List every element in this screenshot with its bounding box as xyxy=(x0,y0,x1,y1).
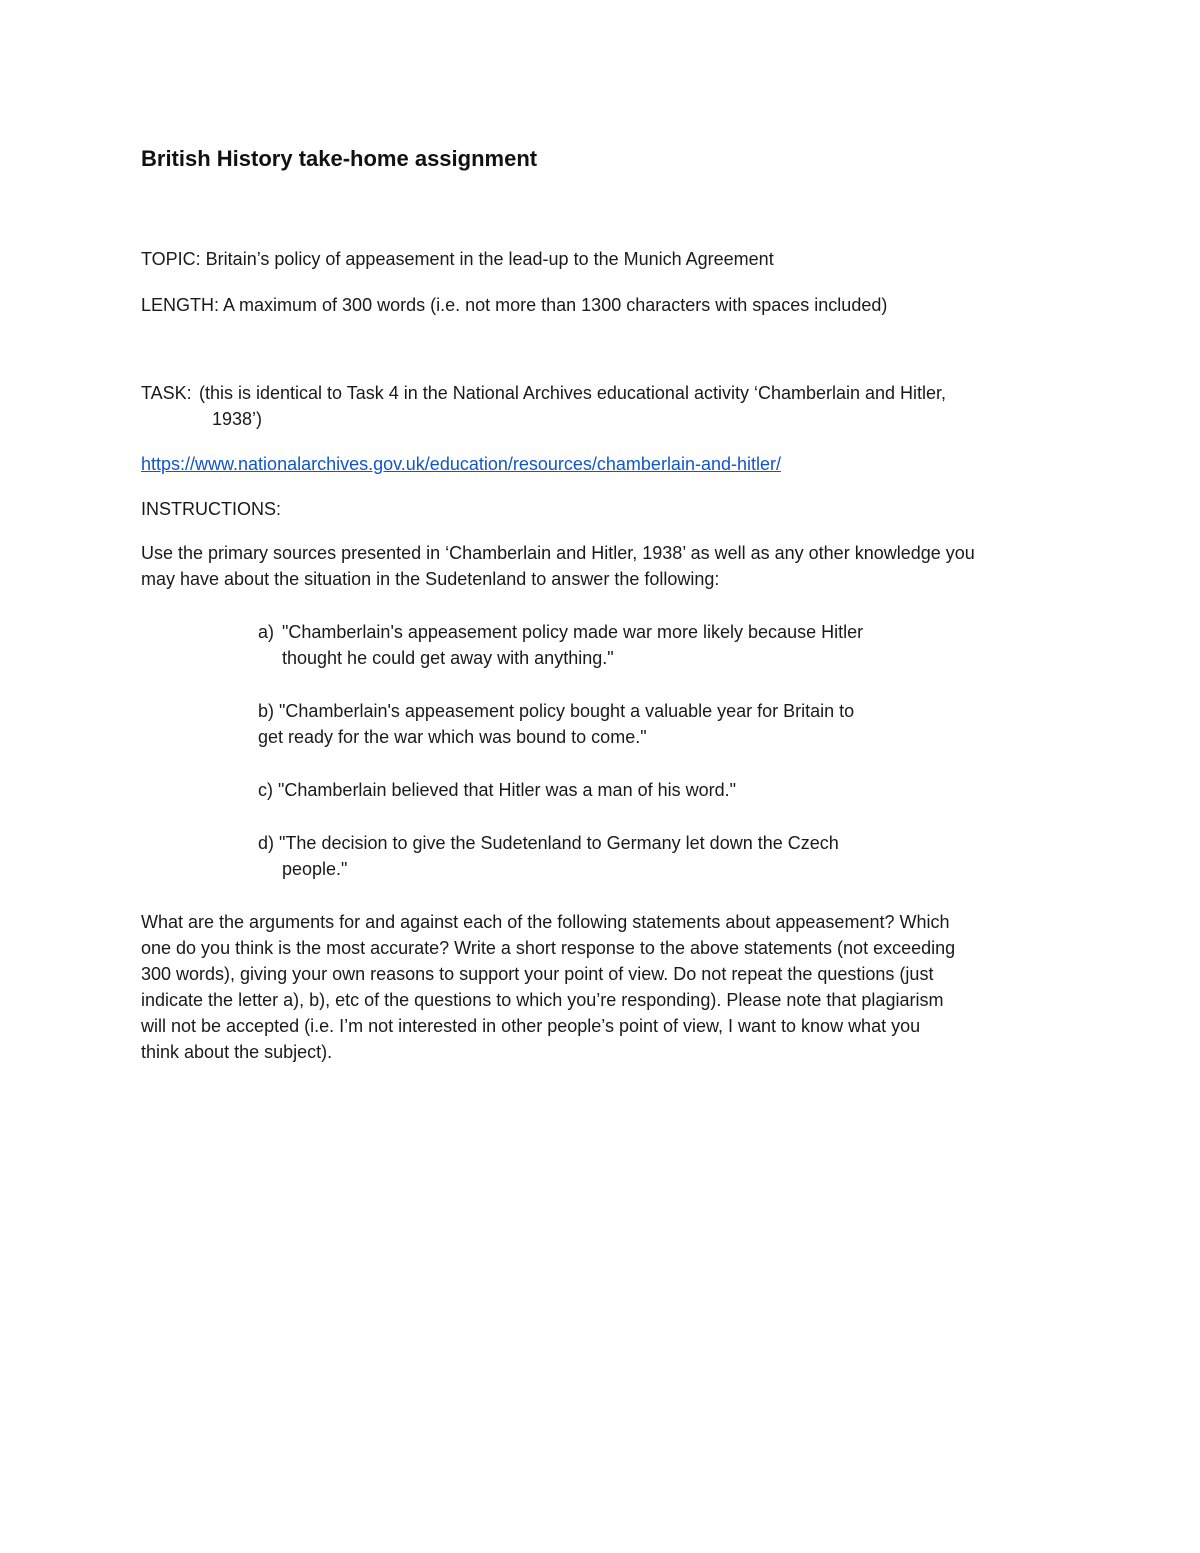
intro-line-2: may have about the situation in the Sudetenland to answer the following: xyxy=(141,569,720,589)
statement-a xyxy=(258,619,958,671)
statement-d xyxy=(258,830,958,882)
closing-line: 300 words), giving your own reasons to support your point of view. Do not repeat the questions (just xyxy=(141,964,934,984)
statement-c xyxy=(258,777,958,803)
closing-line: indicate the letter a), b), etc of the questions to which you’re responding). Please note that plagiarism xyxy=(141,990,944,1010)
length-line: LENGTH: A maximum of 300 words (i.e. not more than 1300 characters with spaces included) xyxy=(141,295,888,315)
task-line-1: (this is identical to Task 4 in the National Archives educational activity ‘Chamberlain and Hitler, xyxy=(199,383,947,403)
task-label: TASK: xyxy=(141,383,192,403)
statement-text-line-1: "Chamberlain's appeasement policy made war more likely because Hitler xyxy=(282,622,864,642)
statement-text-line-2: people." xyxy=(282,859,348,879)
statement-marker: b) xyxy=(258,701,275,721)
statement-text-line-2: get ready for the war which was bound to come." xyxy=(258,727,647,747)
closing-paragraph xyxy=(141,909,1061,1065)
statement-text-line-1: "Chamberlain believed that Hitler was a man of his word." xyxy=(278,780,737,800)
intro-line-1: Use the primary sources presented in ‘Chamberlain and Hitler, 1938’ as well as any other knowledge you xyxy=(141,543,975,563)
closing-line: will not be accepted (i.e. I’m not interested in other people’s point of view, I want to know what you xyxy=(141,1016,921,1036)
statement-text-line-1: "The decision to give the Sudetenland to Germany let down the Czech xyxy=(279,833,839,853)
statement-text-line-1: "Chamberlain's appeasement policy bought a valuable year for Britain to xyxy=(279,701,855,721)
page-title: British History take-home assignment xyxy=(141,146,538,171)
closing-line: think about the subject). xyxy=(141,1042,333,1062)
resource-link[interactable]: https://www.nationalarchives.gov.uk/education/resources/chamberlain-and-hitler/ xyxy=(141,454,781,474)
statement-marker: d) xyxy=(258,833,275,853)
statement-marker: a) xyxy=(258,622,275,642)
statement-text-line-2: thought he could get away with anything." xyxy=(282,648,614,668)
statement-b xyxy=(258,698,958,750)
topic-line: TOPIC: Britain’s policy of appeasement in the lead-up to the Munich Agreement xyxy=(141,249,774,269)
closing-line: What are the arguments for and against each of the following statements about appeasement? Which xyxy=(141,912,950,932)
task-description xyxy=(199,380,1059,432)
closing-line: one do you think is the most accurate? Write a short response to the above statements (not exceeding xyxy=(141,938,956,958)
task-line-2: 1938’) xyxy=(212,409,263,429)
statement-marker: c) xyxy=(258,780,273,800)
instructions-label: INSTRUCTIONS: xyxy=(141,499,282,519)
intro-paragraph xyxy=(141,540,1061,592)
